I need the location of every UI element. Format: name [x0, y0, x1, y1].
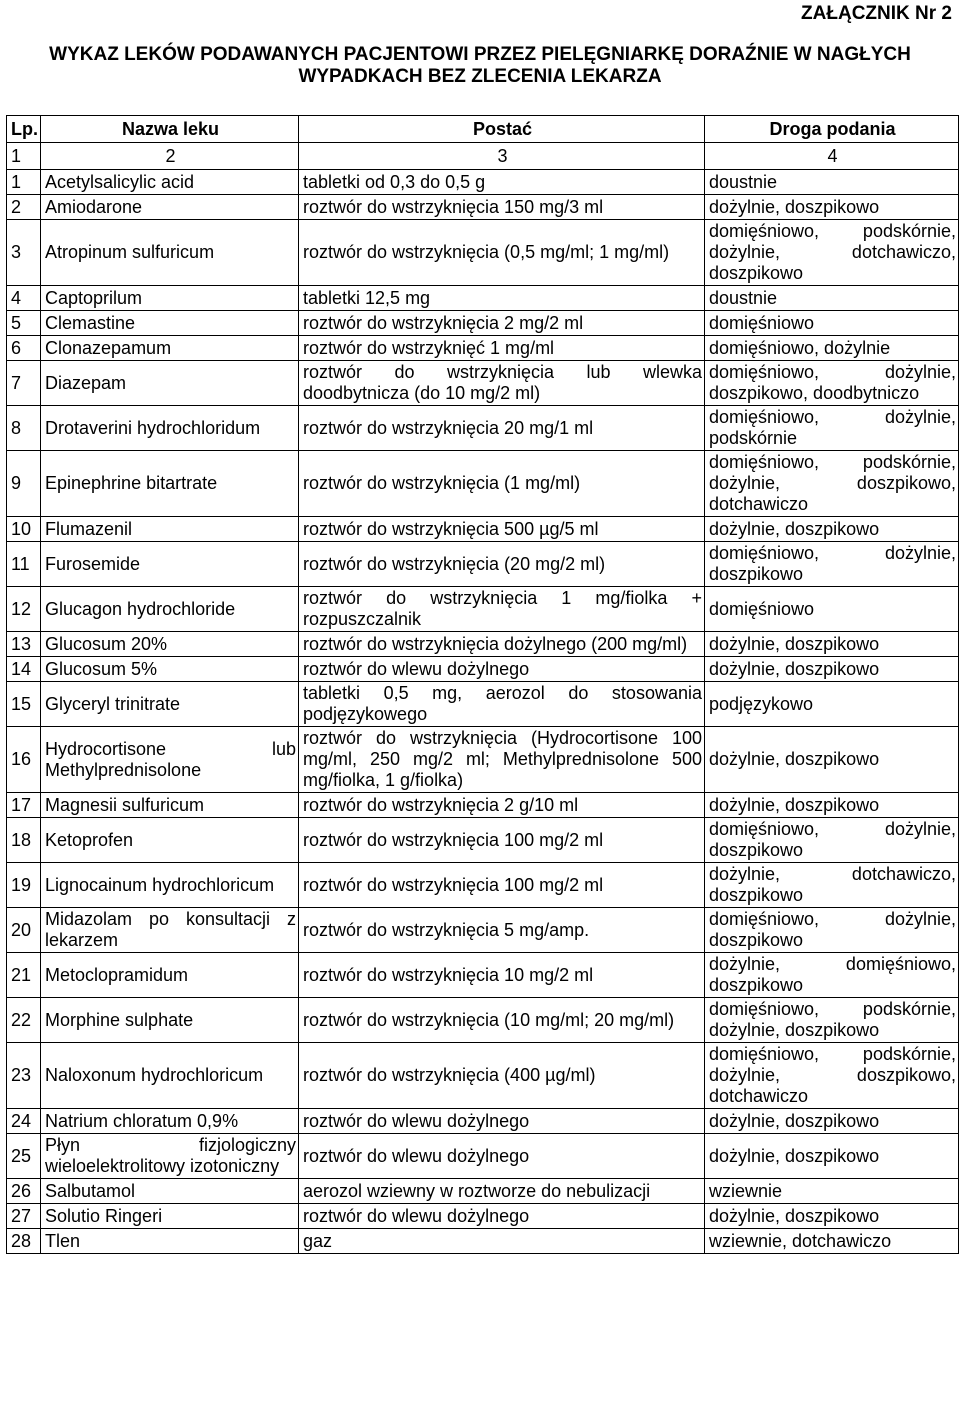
column-number: 4 [705, 143, 959, 170]
cell-route: dożylnie, doszpikowo [705, 1109, 959, 1134]
cell-route: domięśniowo, podskórnie, dożylnie, doszpikowo, dotchawiczo [705, 1043, 959, 1109]
cell-form: roztwór do wstrzyknięcia dożylnego (200 mg/ml) [299, 632, 705, 657]
cell-drug-name: Solutio Ringeri [41, 1204, 299, 1229]
cell-form: roztwór do wstrzyknięcia 10 mg/2 ml [299, 953, 705, 998]
cell-drug-name: Acetylsalicylic acid [41, 170, 299, 195]
cell-lp: 21 [7, 953, 41, 998]
cell-form: roztwór do wstrzyknięcia 100 mg/2 ml [299, 863, 705, 908]
table-row [7, 1109, 959, 1134]
cell-drug-name: Flumazenil [41, 517, 299, 542]
cell-route: dożylnie, doszpikowo [705, 1204, 959, 1229]
cell-drug-name: Clemastine [41, 311, 299, 336]
cell-lp: 19 [7, 863, 41, 908]
drug-rows [7, 170, 959, 1254]
column-number: 3 [299, 143, 705, 170]
table-row [7, 953, 959, 998]
cell-route: domięśniowo [705, 311, 959, 336]
cell-drug-name: Glyceryl trinitrate [41, 682, 299, 727]
cell-route: domięśniowo, podskórnie, dożylnie, doszpikowo, dotchawiczo [705, 451, 959, 517]
cell-drug-name: Natrium chloratum 0,9% [41, 1109, 299, 1134]
cell-lp: 2 [7, 195, 41, 220]
cell-form: roztwór do wstrzyknięcia 20 mg/1 ml [299, 406, 705, 451]
cell-lp: 5 [7, 311, 41, 336]
cell-drug-name: Captoprilum [41, 286, 299, 311]
table-row [7, 908, 959, 953]
cell-drug-name: Atropinum sulfuricum [41, 220, 299, 286]
cell-lp: 17 [7, 793, 41, 818]
table-row [7, 1229, 959, 1254]
cell-form: roztwór do wstrzyknięcia 5 mg/amp. [299, 908, 705, 953]
column-number: 2 [41, 143, 299, 170]
cell-form: tabletki 12,5 mg [299, 286, 705, 311]
cell-lp: 18 [7, 818, 41, 863]
table-row [7, 1134, 959, 1179]
cell-route: domięśniowo [705, 587, 959, 632]
cell-lp: 16 [7, 727, 41, 793]
table-row [7, 220, 959, 286]
drug-list-table [6, 115, 959, 1254]
table-row [7, 793, 959, 818]
cell-lp: 28 [7, 1229, 41, 1254]
cell-lp: 10 [7, 517, 41, 542]
cell-lp: 3 [7, 220, 41, 286]
table-row [7, 336, 959, 361]
cell-lp: 15 [7, 682, 41, 727]
cell-drug-name: Ketoprofen [41, 818, 299, 863]
cell-lp: 27 [7, 1204, 41, 1229]
cell-form: roztwór do wlewu dożylnego [299, 1204, 705, 1229]
cell-lp: 7 [7, 361, 41, 406]
cell-drug-name: Amiodarone [41, 195, 299, 220]
cell-route: domięśniowo, podskórnie, dożylnie, dotchawiczo, doszpikowo [705, 220, 959, 286]
cell-route: podjęzykowo [705, 682, 959, 727]
table-row [7, 632, 959, 657]
cell-route: dożylnie, doszpikowo [705, 657, 959, 682]
cell-route: dożylnie, doszpikowo [705, 517, 959, 542]
cell-form: tabletki 0,5 mg, aerozol do stosowania podjęzykowego [299, 682, 705, 727]
cell-drug-name: Płyn fizjologiczny wieloelektrolitowy izotoniczny [41, 1134, 299, 1179]
table-row [7, 361, 959, 406]
table-row [7, 451, 959, 517]
cell-lp: 20 [7, 908, 41, 953]
cell-drug-name: Epinephrine bitartrate [41, 451, 299, 517]
table-row [7, 1043, 959, 1109]
header-lp: Lp. [7, 116, 41, 143]
cell-route: dożylnie, doszpikowo [705, 793, 959, 818]
table-row [7, 863, 959, 908]
cell-drug-name: Drotaverini hydrochloridum [41, 406, 299, 451]
cell-route: dożylnie, domięśniowo, doszpikowo [705, 953, 959, 998]
cell-lp: 23 [7, 1043, 41, 1109]
cell-route: dożylnie, dotchawiczo, doszpikowo [705, 863, 959, 908]
table-row [7, 682, 959, 727]
cell-route: wziewnie, dotchawiczo [705, 1229, 959, 1254]
table-row [7, 542, 959, 587]
cell-route: dożylnie, doszpikowo [705, 195, 959, 220]
cell-lp: 9 [7, 451, 41, 517]
cell-drug-name: Diazepam [41, 361, 299, 406]
cell-lp: 1 [7, 170, 41, 195]
table-row [7, 170, 959, 195]
cell-route: dożylnie, doszpikowo [705, 1134, 959, 1179]
cell-route: domięśniowo, dożylnie, doszpikowo [705, 542, 959, 587]
column-number-row [7, 143, 959, 170]
cell-lp: 13 [7, 632, 41, 657]
header-route: Droga podania [705, 116, 959, 143]
document-title [0, 44, 960, 88]
column-number: 1 [7, 143, 41, 170]
cell-route: wziewnie [705, 1179, 959, 1204]
cell-lp: 22 [7, 998, 41, 1043]
cell-form: roztwór do wlewu dożylnego [299, 1134, 705, 1179]
cell-lp: 14 [7, 657, 41, 682]
cell-form: roztwór do wstrzyknięcia 500 µg/5 ml [299, 517, 705, 542]
cell-route: domięśniowo, podskórnie, dożylnie, doszpikowo [705, 998, 959, 1043]
cell-route: domięśniowo, dożylnie, doszpikowo [705, 908, 959, 953]
cell-route: domięśniowo, dożylnie [705, 336, 959, 361]
cell-drug-name: Metoclopramidum [41, 953, 299, 998]
cell-drug-name: Lignocainum hydrochloricum [41, 863, 299, 908]
table-row [7, 657, 959, 682]
table-row [7, 195, 959, 220]
cell-drug-name: Midazolam po konsultacji z lekarzem [41, 908, 299, 953]
cell-drug-name: Morphine sulphate [41, 998, 299, 1043]
cell-route: dożylnie, doszpikowo [705, 632, 959, 657]
cell-route: dożylnie, doszpikowo [705, 727, 959, 793]
cell-form: roztwór do wstrzyknięcia (Hydrocortisone 100 mg/ml, 250 mg/2 ml; Methylprednisolone 500 mg/fiolka, 1 g/fiolka) [299, 727, 705, 793]
cell-form: roztwór do wstrzyknięcia (0,5 mg/ml; 1 mg/ml) [299, 220, 705, 286]
table-row [7, 587, 959, 632]
table-header-row [7, 116, 959, 143]
table-row [7, 406, 959, 451]
cell-form: roztwór do wstrzyknięcia (20 mg/2 ml) [299, 542, 705, 587]
cell-route: doustnie [705, 170, 959, 195]
cell-form: aerozol wziewny w roztworze do nebulizacji [299, 1179, 705, 1204]
cell-drug-name: Tlen [41, 1229, 299, 1254]
cell-lp: 4 [7, 286, 41, 311]
cell-form: roztwór do wlewu dożylnego [299, 1109, 705, 1134]
table-row [7, 1179, 959, 1204]
header-drug-name: Nazwa leku [41, 116, 299, 143]
cell-drug-name: Salbutamol [41, 1179, 299, 1204]
cell-form: roztwór do wstrzyknięcia 100 mg/2 ml [299, 818, 705, 863]
cell-drug-name: Hydrocortisone lub Methylprednisolone [41, 727, 299, 793]
cell-form: roztwór do wstrzyknięcia 1 mg/fiolka + rozpuszczalnik [299, 587, 705, 632]
cell-form: roztwór do wstrzyknięcia (1 mg/ml) [299, 451, 705, 517]
cell-drug-name: Naloxonum hydrochloricum [41, 1043, 299, 1109]
cell-form: roztwór do wlewu dożylnego [299, 657, 705, 682]
cell-drug-name: Furosemide [41, 542, 299, 587]
cell-drug-name: Clonazepamum [41, 336, 299, 361]
table-row [7, 286, 959, 311]
cell-lp: 24 [7, 1109, 41, 1134]
attachment-label: ZAŁĄCZNIK Nr 2 [801, 3, 952, 24]
cell-form: roztwór do wstrzyknięcia (10 mg/ml; 20 mg/ml) [299, 998, 705, 1043]
cell-form: roztwór do wstrzyknięcia 150 mg/3 ml [299, 195, 705, 220]
cell-drug-name: Glucagon hydrochloride [41, 587, 299, 632]
cell-route: domięśniowo, dożylnie, podskórnie [705, 406, 959, 451]
cell-lp: 11 [7, 542, 41, 587]
cell-drug-name: Magnesii sulfuricum [41, 793, 299, 818]
cell-lp: 6 [7, 336, 41, 361]
table-row [7, 818, 959, 863]
cell-route: doustnie [705, 286, 959, 311]
document-title-line-1: WYKAZ LEKÓW PODAWANYCH PACJENTOWI PRZEZ PIELĘGNIARKĘ DORAŹNIE W NAGŁYCH [49, 44, 911, 65]
table-row [7, 311, 959, 336]
cell-form: roztwór do wstrzyknięcia 2 g/10 ml [299, 793, 705, 818]
table-row [7, 727, 959, 793]
table-row [7, 1204, 959, 1229]
cell-form: roztwór do wstrzyknięcia lub wlewka doodbytnicza (do 10 mg/2 ml) [299, 361, 705, 406]
cell-lp: 25 [7, 1134, 41, 1179]
table-row [7, 998, 959, 1043]
cell-form: roztwór do wstrzyknięć 1 mg/ml [299, 336, 705, 361]
cell-form: tabletki od 0,3 do 0,5 g [299, 170, 705, 195]
cell-lp: 26 [7, 1179, 41, 1204]
document-title-line-2: WYPADKACH BEZ ZLECENIA LEKARZA [298, 66, 662, 87]
cell-route: domięśniowo, dożylnie, doszpikowo [705, 818, 959, 863]
cell-form: roztwór do wstrzyknięcia 2 mg/2 ml [299, 311, 705, 336]
cell-lp: 8 [7, 406, 41, 451]
cell-route: domięśniowo, dożylnie, doszpikowo, doodbytniczo [705, 361, 959, 406]
cell-drug-name: Glucosum 5% [41, 657, 299, 682]
cell-form: roztwór do wstrzyknięcia (400 µg/ml) [299, 1043, 705, 1109]
header-form: Postać [299, 116, 705, 143]
table-row [7, 517, 959, 542]
cell-lp: 12 [7, 587, 41, 632]
cell-form: gaz [299, 1229, 705, 1254]
cell-drug-name: Glucosum 20% [41, 632, 299, 657]
